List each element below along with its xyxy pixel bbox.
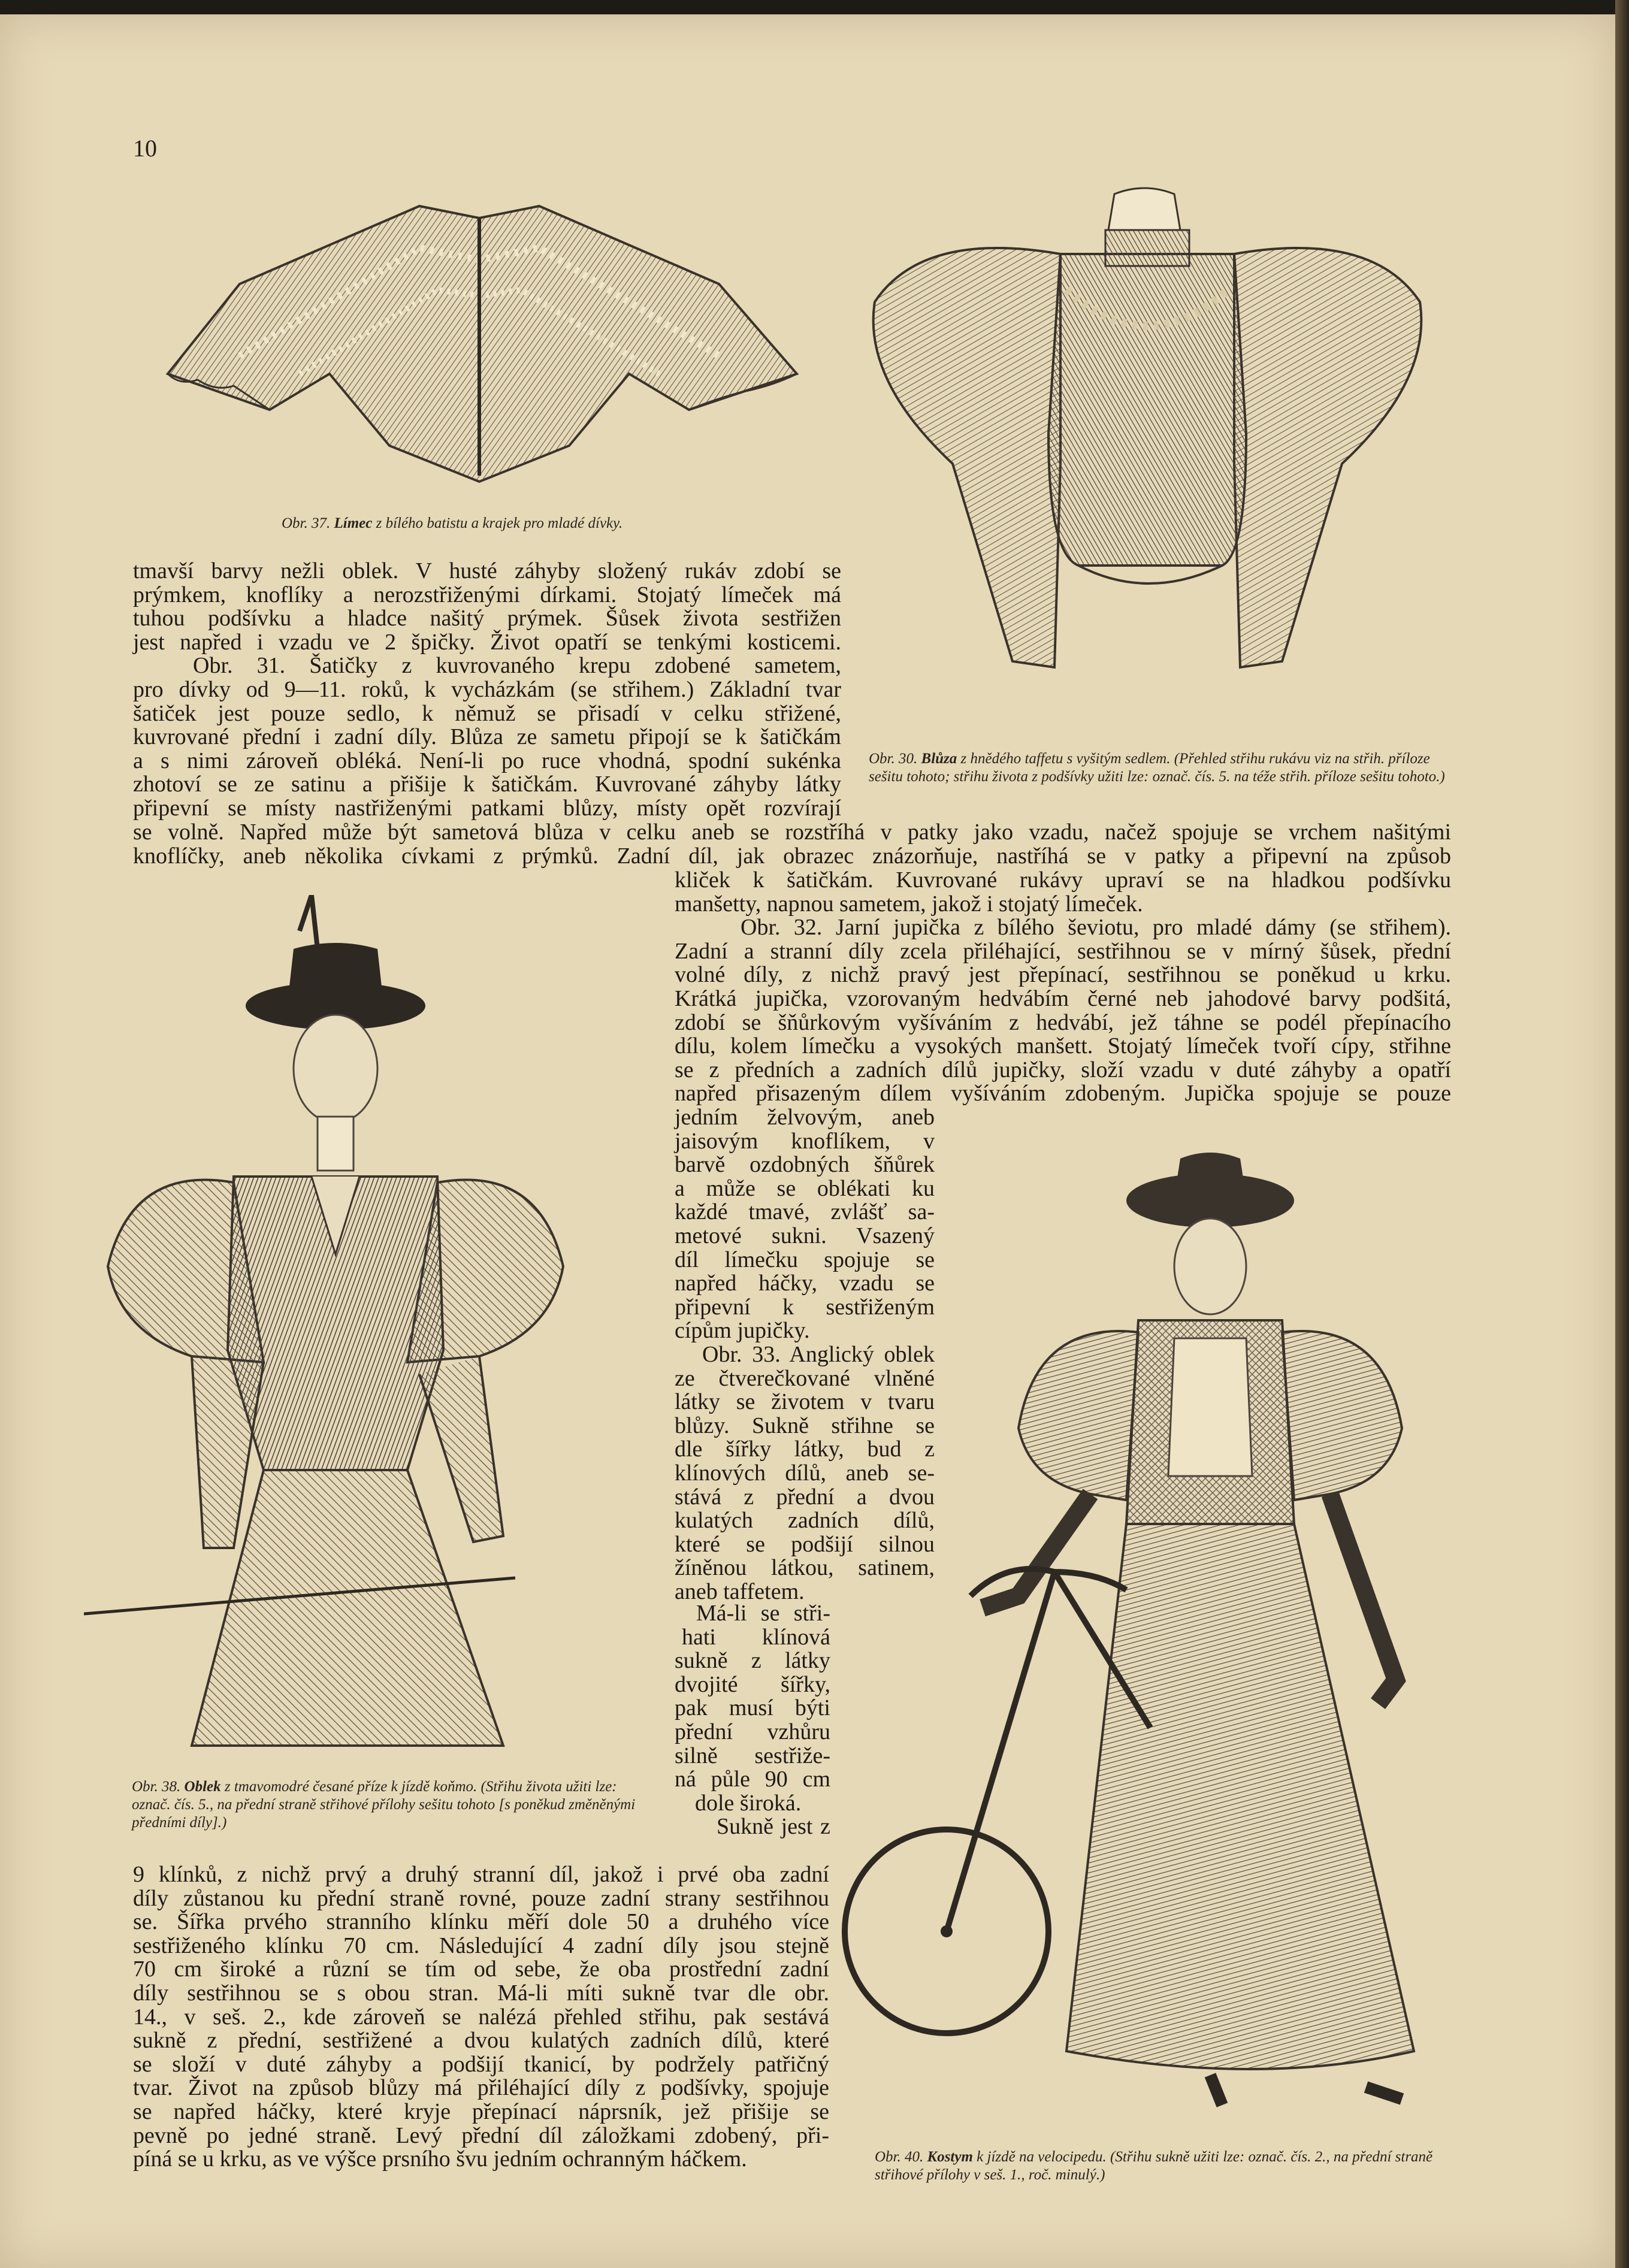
caption-fig40-title: Kostym [927, 2149, 973, 2165]
text-line: barvě ozdobných šňůrek [675, 1152, 935, 1178]
text-line: jaisovým knoflíkem, v [675, 1128, 935, 1154]
blouse-engraving [863, 182, 1432, 733]
text-line: 70 cm široké a různí se tím od sebe, že oba prostřední zadní [133, 1956, 829, 1982]
caption-fig30-rest: z hnědého taffetu s vyšitým sedlem. (Přehled střihu rukávu viz na střih. příloze sešitu tohoto; střihu života z podšívky užiti lze: označ. čís. 5. na téže střih. příloze sešitu tohoto.) [869, 751, 1445, 785]
text-line: sukně z přední, sestřižené a dvou kulatých zadních dílů, které [133, 2028, 829, 2054]
text-line: napřed přisazeným dílem vyšíváním zdobeným. Jupička spojuje se pouze [675, 1081, 1451, 1106]
text-line: se napřed háčky, které kryje přepínací náprsník, jež přišije se [133, 2098, 829, 2124]
caption-fig30-prefix: Obr. 30. [869, 751, 918, 767]
text-line: se. Šířka prvého stranního klínku měří dole 50 a druhého více [133, 1909, 829, 1935]
text-line: metové sukni. Vsazený [675, 1223, 935, 1248]
text-line: 9 klínků, z nichž prvý a druhý stranní díl, jakož i prvé oba zadní [133, 1862, 829, 1887]
text-line: díly zůstanou ku přední straně rovné, pouze zadní strany sestřihnou [133, 1885, 829, 1911]
text-line: Sukně jest z [717, 1814, 830, 1840]
text-line: sukně z látky [675, 1648, 830, 1674]
text-line: Zadní a stranní díly zcela přiléhající, sestřihnou se v mírný šůsek, přední [675, 938, 1451, 964]
caption-fig37-prefix: Obr. 37. [282, 515, 331, 531]
collar-illustration [150, 194, 809, 494]
caption-fig38 [132, 1778, 647, 1832]
text-line: a může se oblékati ku [675, 1175, 935, 1201]
text-line: dole široká. [695, 1790, 802, 1816]
text-line: a s nimi zároveň obléká. Není-li po ruce vhodná, spodní sukénka [133, 748, 841, 773]
text-line: se z předních a zadních dílů jupičky, složí vzadu v duté záhyby a opatří [675, 1057, 1451, 1082]
text-line: Obr. 33. Anglický oblek [702, 1341, 935, 1367]
text-line: kliček k šatičkám. Kuvrované rukávy upraví se na hladkou podšívku [675, 867, 1451, 893]
caption-fig37 [282, 515, 821, 533]
text-line: napřed háčky, vzadu se [675, 1271, 935, 1296]
text-line: píná se u krku, as ve výšce prsního švu jedním ochranným háčkem. [133, 2146, 747, 2172]
text-line: blůzy. Sukně střihne se [675, 1413, 935, 1438]
text-line: díl límečku spojuje se [675, 1247, 935, 1272]
text-block-b [133, 821, 1451, 868]
caption-fig38-rest: z tmavomodré česané příze k jízdě koňmo. (Střihu života užiti lze: označ. čís. 5., na přední straně střihové přílohy sešitu tohoto [s poněkud změněnými předními díly].) [132, 1779, 636, 1831]
riding-habit-illustration [84, 895, 683, 1752]
caption-fig38-prefix: Obr. 38. [132, 1779, 181, 1795]
text-line: dvojité šířky, [675, 1671, 830, 1697]
text-line: cípům jupičky. [675, 1318, 810, 1344]
caption-fig38-title: Oblek [184, 1779, 221, 1795]
text-line: zdobí se šňůrkovým vyšíváním z hedvábí, jež táhne se podél přepínacího [675, 1009, 1451, 1035]
text-line: jedním želvovým, aneb [675, 1105, 935, 1130]
text-line: dle šířky látky, bud z [675, 1437, 935, 1462]
text-line: zhotoví se ze satinu a přišije k šatičkám. Kuvrované záhyby látky [133, 772, 841, 797]
text-line: se volně. Napřed může být sametová blůza v celku aneb se rozstříhá v patky jako vzadu, načež spojuje se vrchem našitými [133, 819, 1451, 845]
text-line: ze čtverečkované vlněné [675, 1365, 935, 1391]
text-line: přední vzhůru [675, 1719, 830, 1744]
text-line: stává z přední a dvou [675, 1484, 935, 1510]
text-line: volné díly, z nichž pravý jest přepínací, sestřihnou se poněkud u krku. [675, 962, 1451, 988]
text-line: knoflíčky, aneb několika cívkami z prýmků. Zadní díl, jak obrazec znázorňuje, nastříhá se v patky a připevní na způsob [133, 843, 1451, 869]
text-line: připevní se místy nastřiženými patkami blůzy, místy opět rozvírají [133, 795, 841, 821]
text-line: pro dívky od 9—11. roků, k vycházkám (se střihem.) Základní tvar [133, 676, 841, 702]
text-line: pevně po jedné straně. Levý přední díl záložkami zdobený, při- [133, 2122, 829, 2148]
blouse-illustration [863, 182, 1432, 733]
text-line: ná půle 90 cm [675, 1767, 830, 1792]
text-line: aneb taffetem. [675, 1578, 805, 1604]
text-block-c [675, 869, 1451, 1106]
text-line: Obr. 32. Jarní jupička z bílého ševiotu, pro mladé dámy (se střihem). [741, 915, 1451, 941]
text-line: tmavší barvy nežli oblek. V husté záhyby složený rukáv zdobí se [133, 558, 841, 583]
caption-fig30-title: Blůza [921, 751, 957, 767]
text-line: silně sestřiže- [675, 1743, 830, 1768]
text-line: každé tmavé, zvlášť sa- [675, 1199, 935, 1225]
riding-habit-engraving [84, 895, 683, 1752]
cycling-costume-illustration [839, 1141, 1462, 2135]
caption-fig37-rest: z bílého batistu a krajek pro mladé dívky. [376, 515, 623, 531]
cycling-costume-engraving [839, 1141, 1462, 2135]
text-line: pak musí býti [675, 1695, 830, 1721]
caption-fig40-rest: k jízdě na velocipedu. (Střihu sukně užiti lze: označ. čís. 2., na přední straně střihové přílohy v seš. 1., roč. minulý.) [875, 2149, 1433, 2183]
caption-fig37-title: Límec [334, 515, 373, 531]
text-line: jest napřed i vzadu ve 2 špičky. Život opatří se tenkými kosticemi. [133, 629, 841, 655]
text-line: Obr. 31. Šatičky z kuvrovaného krepu zdobené sametem, [193, 653, 841, 679]
text-line: kulatých zadních dílů, [675, 1508, 935, 1534]
text-block-f [133, 1863, 829, 2172]
text-line: klínových dílů, aneb se- [675, 1460, 935, 1486]
page-number: 10 [133, 135, 157, 162]
text-line: prýmkem, knoflíky a nerozstřiženými dírkami. Stojatý límeček má [133, 582, 841, 607]
text-line: tuhou podšívku a hladce našitý prýmek. Šůsek života sestřižen [133, 606, 841, 631]
text-line: se složí v duté záhyby a podšijí tkanicí, by podržely patřičný [133, 2051, 829, 2077]
caption-fig40-prefix: Obr. 40. [875, 2149, 924, 2165]
text-line: které se podšijí silnou [675, 1531, 935, 1557]
text-line: šatiček jest pouze sedlo, k němuž se přisadí v celku střižené, [133, 700, 841, 726]
text-line: 14., v seš. 2., kde zároveň se nalézá přehled střihu, pak sestává [133, 2004, 829, 2030]
text-line: kuvrované přední i zadní díly. Blůza ze sametu připojí se k šatičkám [133, 724, 841, 750]
text-line: hati klínová [682, 1624, 830, 1650]
text-block-e [675, 1602, 830, 1839]
text-line: žíněnou látkou, satinem, [675, 1555, 935, 1581]
caption-fig40 [875, 2148, 1462, 2184]
text-line: Krátká jupička, vzorovaným hedvábím černé neb jahodové barvy podšitá, [675, 985, 1451, 1011]
page [0, 14, 1615, 2268]
text-line: tvar. Život na způsob blůzy má přiléhající díly z podšívky, spojuje [133, 2075, 829, 2101]
text-line: díly sestřihnou se s obou stran. Má-li míti sukně tvar dle obr. [133, 1980, 829, 2006]
text-block-a [133, 560, 841, 821]
text-line: látky se životem v tvaru [675, 1389, 935, 1415]
page-edge [1615, 0, 1629, 2268]
text-line: Má-li se stři- [696, 1601, 830, 1626]
text-line: dílu, kolem límečku a vysokých manšett. Stojatý límeček tvoří cípy, střihne [675, 1033, 1451, 1059]
caption-fig30 [869, 750, 1450, 786]
text-line: připevní k sestřiženým [675, 1294, 935, 1320]
text-line: manšetty, napnou sametem, jakož i stojatý límeček. [675, 891, 1143, 917]
text-line: sestřiženého klínku 70 cm. Následující 4 zadní díly jsou stejně [133, 1933, 829, 1958]
collar-engraving [150, 194, 809, 494]
